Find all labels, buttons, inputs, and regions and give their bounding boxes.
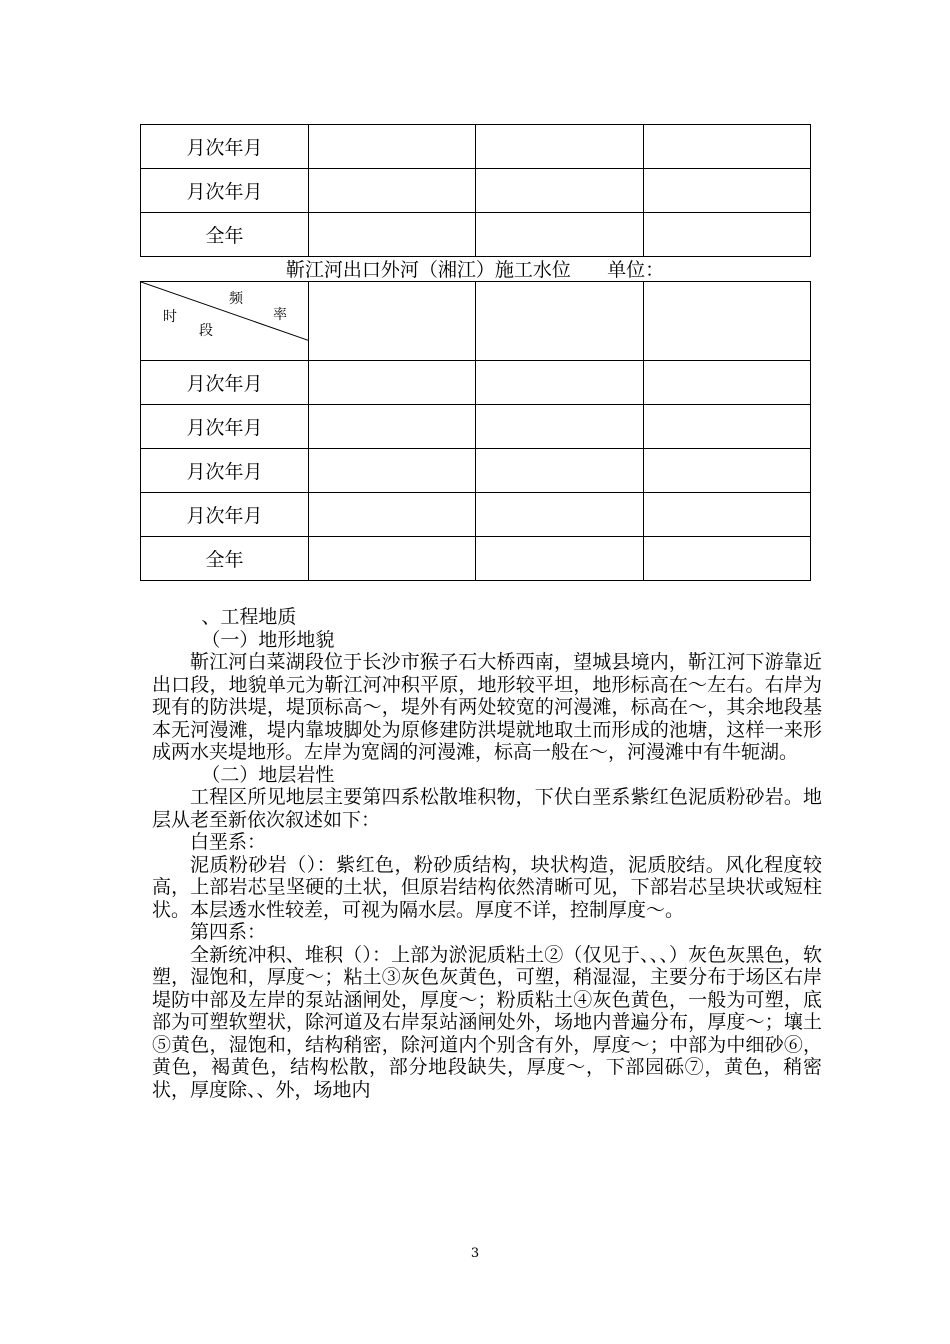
water-level-table-continued [140,124,811,257]
table-cell [309,125,476,169]
header-rate-label: 率 [273,307,287,323]
header-section-label: 段 [199,323,213,339]
table-cell [309,169,476,213]
table-cell [644,405,811,449]
table-cell [644,493,811,537]
table-header-cell [476,282,644,361]
table-row [141,125,811,169]
construction-water-level-table [140,281,811,581]
table-cell [476,405,644,449]
row-label: 月次年月 [141,449,309,493]
table-cell [476,125,644,169]
table-cell [476,493,644,537]
table-row [141,361,811,405]
table-header-row [141,282,811,361]
paragraph-landform: 靳江河白菜湖段位于长沙市猴子石大桥西南，望城县境内，靳江河下游靠近出口段，地貌单元为靳江河冲积平原，地形较平坦，地形标高在～左右。右岸为现有的防洪堤，堤顶标高～，堤外有两处较宽的河漫滩，标高在～，其余地段基本无河漫滩，堤内靠坡脚处为原修建防洪堤就地取土而形成的池塘，这样一来形成两水夹堤地形。左岸为宽阔的河漫滩，标高一般在～，河漫滩中有牛轭湖。 [152,651,822,763]
page-number: 3 [470,1246,480,1261]
paragraph-quaternary: 全新统冲积、堆积（）：上部为淤泥质粘土②（仅见于、、、）灰色灰黑色，软塑，湿饱和，厚度～；粘土③灰色灰黄色，可塑，稍湿湿，主要分布于场区右岸堤防中部及左岸的泵站涵闸处，厚度～；粉质粘土④灰色黄色，一般为可塑，底部为可塑软塑状，除河道及右岸泵站涵闸处外，场地内普遍分布，厚度～；壤土⑤黄色，湿饱和，结构稍密，除河道内个别含有外，厚度～；中部为中细砂⑥，黄色，褐黄色，结构松散，部分地段缺失，厚度～，下部园砾⑦，黄色，稍密状，厚度除、、外，场地内 [152,943,822,1101]
row-label: 全年 [141,213,309,257]
row-label: 月次年月 [141,169,309,213]
row-label: 月次年月 [141,361,309,405]
table-header-cell [644,282,811,361]
section-heading: 、工程地质 [201,606,297,628]
table-cell [644,537,811,581]
table-row [141,405,811,449]
table-header-cell [309,282,476,361]
quaternary-heading: 第四系： [190,921,267,943]
table-cell [476,169,644,213]
table-cell [476,449,644,493]
table-cell [309,493,476,537]
table-caption: 靳江河出口外河（湘江）施工水位 单位： [285,259,665,281]
row-label: 月次年月 [141,125,309,169]
paragraph-siltstone: 泥质粉砂岩（）：紫红色，粉砂质结构，块状构造，泥质胶结。风化程度较高，上部岩芯呈坚硬的土状，但原岩结构依然清晰可见，下部岩芯呈块状或短柱状。本层透水性较差，可视为隔水层。厚度不详，控制厚度～。 [152,853,822,921]
table-cell [309,449,476,493]
table-row [141,169,811,213]
paragraph-strata-intro: 工程区所见地层主要第四系松散堆积物，下伏白垩系紫红色泥质粉砂岩。地层从老至新依次叙述如下： [152,786,822,831]
header-frequency-label: 频 [229,291,243,307]
table-cell [309,537,476,581]
table-cell [644,449,811,493]
diagonal-header-cell [141,282,309,361]
table-row [141,449,811,493]
table-cell [476,213,644,257]
table-cell [644,169,811,213]
document-body [152,606,822,1101]
table-cell [476,361,644,405]
table-row [141,213,811,257]
table-cell [476,537,644,581]
subsection-heading-landform: （一）地形地貌 [201,628,335,651]
header-time-label: 时 [163,309,177,325]
table-row [141,537,811,581]
subsection-heading-strata: （二）地层岩性 [201,763,335,786]
table-cell [644,361,811,405]
table-cell [309,405,476,449]
table-cell [309,213,476,257]
row-label: 全年 [141,537,309,581]
table-cell [644,213,811,257]
table-row [141,493,811,537]
table-cell [644,125,811,169]
row-label: 月次年月 [141,405,309,449]
table-cell [309,361,476,405]
cretaceous-heading: 白垩系： [190,831,267,853]
row-label: 月次年月 [141,493,309,537]
